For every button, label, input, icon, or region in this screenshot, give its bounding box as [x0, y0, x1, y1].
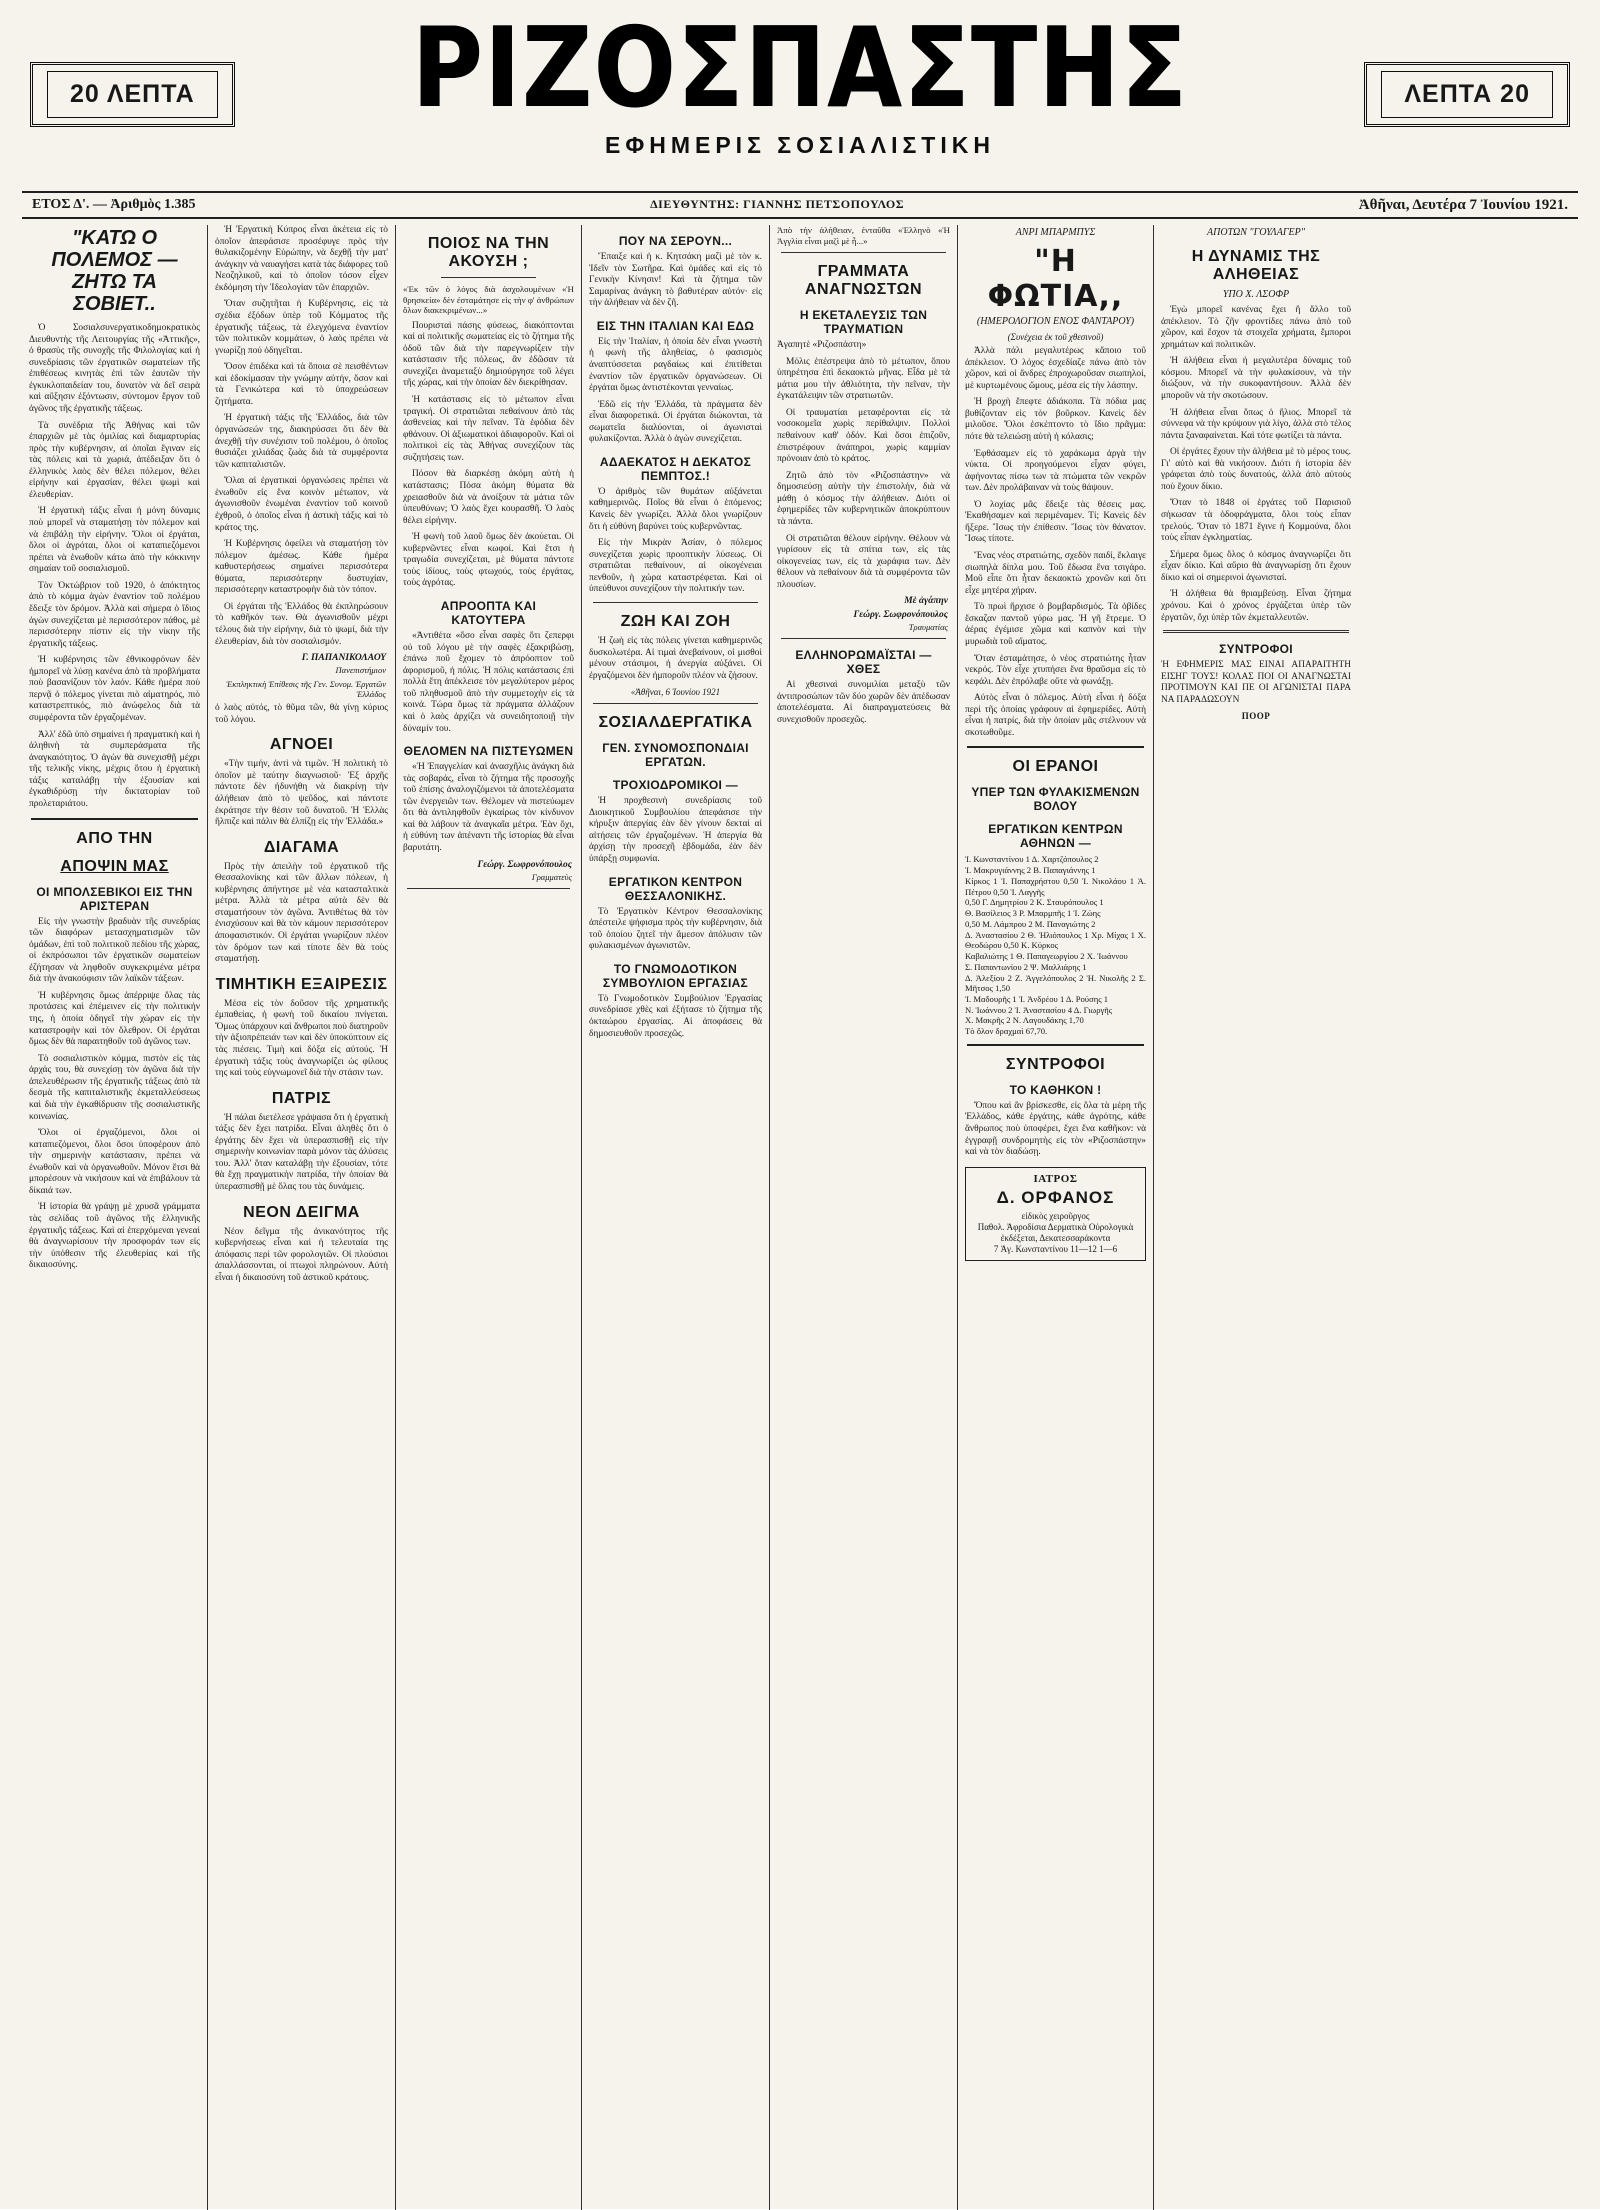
subsection-pou-heading: ΠΟΥ ΝΑ ΣΕΡΟΥΝ... [618, 234, 733, 248]
serial-paragraph: Αὐτὸς εἶναι ὁ πόλεμος. Αὐτὴ εἶναι ἡ δόξα περὶ τῆς ὁποίας γράφουν αἱ ἐφημερίδες. Αὐτὴ εἶναι ἡ πατρίς, διὰ τὴν ὁποίαν μᾶς στέλνουν νὰ σκοτωθοῦμε. [965, 693, 1146, 738]
final-appeal-text: Ἡ ΕΦΗΜΕΡΙΣ ΜΑΣ ΕΙΝΑΙ ΑΠΑΡΑΙΤΗΤΗ ΕΙΣΗΓ ΤΟΥΣ! ΚΟΛΑΣ ΠΟΙ ΟΙ ΑΝΑΓΝΩΣΤΑΙ ΠΡΟΤΙΜΟΥΝ ΚΑΙ ΠΕ ΟΙ ΑΓΩΝΙΣΤΑΙ ΠΑΡΑ ΝΑ ΠΑΡΑΔΩΣΟΥΝ [1161, 660, 1351, 705]
subsection-neon-text: Νέον δεῖγμα τῆς ἀνικανότητος τῆς κυβερνήσεως εἶναι καὶ ἡ τελευταία της ἀπόφασις περὶ τῶν φορολογιῶν. Οἱ πλούσιοι ἀπαλλάσσονται, οἱ πτωχοὶ πληρώνουν. Αὐτὴ εἶναι ἡ δικαιοσύνη τοῦ ἀστικοῦ κράτους. [215, 1226, 388, 1283]
subsection-theloumen-text: «Ἡ Ἐπαγγελίαν καὶ ἀνασχῆλις ἀνάγκη διὰ τὰς σοβαράς, εἶναι τὸ ζήτημα τῆς προσοχῆς τοῦ ἐπίσης ἀναλογιζόμενοι τὰ ἀποτελέσματα τῶν ἐνεργειῶν των. Θέλομεν νὰ πιστεύωμεν ὅτι θὰ ἀντιληφθοῦν ἐγκαίρως τὸν κίνδυνον καὶ θὰ λάβουν τὰ ἀναγκαῖα μέτρα. Ἐὰν ὄχι, ἡ εὐθύνη των ἀπέναντι τῆς ἱστορίας θὰ εἶναι βαρυτάτη. [403, 762, 574, 854]
article-paragraph: Ἡ ἱστορία θὰ γράψῃ μὲ χρυσᾶ γράμματα τὰς σελίδας τοῦ ἀγῶνος τῆς ἑλληνικῆς ἐργατικῆς τάξεως. Καὶ αἱ ἐπερχόμεναι γενεαὶ θὰ ἀναγνωρίσουν τὴν προσφοράν των εἰς τὴν ὑπόθεσιν τῆς ἐλευθερίας καὶ τῆς δικαιοσύνης. [29, 1202, 200, 1271]
price-left-label: 20 ΛΕΠΤΑ [47, 71, 218, 118]
feature-paragraph: Ὅταν τὸ 1848 οἱ ἐργάτες τοῦ Παρισιοῦ σήκωσαν τὰ ὁδοφράγματα, ὅλοι τοὺς εἶπαν τρελούς. Ὅταν τὸ 1871 ἔγινε ἡ Κομμούνα, ὅλοι τοὺς εἶπαν ἐγκληματίας. [1161, 498, 1351, 544]
subsection-timitiki-text: Μέσα εἰς τὸν δοῦσον τῆς χρηματικῆς ἐμπαθείας, ἡ φωνὴ τοῦ δικαίου πνίγεται. Ὅμως ὑπάρχουν καὶ ἄνθρωποι ποὺ διατηροῦν τὴν ἀξιοπρέπειάν των καὶ δὲν ὑποκύπτουν εἰς τὰς πιέσεις. Τιμὴ καὶ δόξα εἰς αὐτούς. Ἡ ἐργατικὴ τάξις τοὺς ἀναγνωρίζει ὡς φίλους της καὶ τοὺς εὐγνωμονεῖ διὰ τὴν στάσιν των. [215, 998, 388, 1079]
article-paragraph: Ἡ κατάστασις εἰς τὸ μέτωπον εἶναι τραγική. Οἱ στρατιῶται πεθαίνουν ἀπὸ τὰς ἀσθενείας καὶ τὴν πεῖναν. Τὰ ἐφόδια δὲν φθάνουν. Οἱ ἀξιωματικοὶ ἀδιαφοροῦν. Καὶ οἱ πολιτικοὶ εἰς τὰς Ἀθήνας συνεχίζουν τὰς συζητήσεις των. [403, 395, 574, 463]
serial-paragraph: Ὁ λοχίας μᾶς ἔδειξε τὰς θέσεις μας. Ἐκαθήσαμεν καὶ περιμέναμεν. Τί; Κανεὶς δὲν ἤξερε. Ἴσως τὴν ἐπίθεσιν. Ἴσως τὸν θάνατον. Ἴσως τίποτε. [965, 499, 1146, 545]
donor-line: Χ. Μακρῆς 2 Ν. Λαγουδάκης 1,70 [965, 1015, 1084, 1026]
article-paragraph: Ὅταν συζητῆται ἡ Κυβέρνησις, εἰς τὰ σχέδια ἐξόδων ὑπὲρ τοῦ Κόμματος τῆς ἐργατικῆς τάξεως, τὰ ἐλεγχόμενα ἐναντίον τῶν πολιτικῶν κομμάτων, ὁ λαὸς πρέπει νὰ γνωρίζῃ πού ὁδηγεῖται. [215, 299, 388, 356]
donor-line: Θ. Βασίλειος 3 Ρ. Μπαρμπῆς 1 Ἰ. Ζώης [965, 908, 1101, 919]
letter-paragraph: Οἱ στρατιῶται θέλουν εἰρήνην. Θέλουν νὰ γυρίσουν εἰς τὰ σπίτια των, εἰς τὰς οἰκογενείας των, εἰς τὰ χωράφια των. Δὲν θέλουν νὰ πεθαίνουν διὰ τὰ συμφέροντα τῶν πλουσίων. [777, 533, 950, 590]
letter-author-title: Τραυματίας [908, 622, 948, 633]
section-divider [407, 888, 570, 889]
feature-title: Η ΔΥΝΑΜΙΣ ΤΗΣ ΑΛΗΘΕΙΑΣ [1191, 248, 1321, 283]
headline-divider [441, 277, 536, 278]
article-paragraph: Ἡ ἐργατικὴ τάξις τῆς Ἑλλάδος, διὰ τῶν ὀργανώσεών της, διακηρύσσει ὅτι δὲν θὰ ἀνεχθῇ τὴν συνέχισιν τοῦ πολέμου, ὁ ὁποῖος θυσιάζει χιλιάδας ζωὰς διὰ τὰ συμφέροντα τῶν καπιταλιστῶν. [215, 413, 388, 470]
article-paragraph: Ἡ φωνὴ τοῦ λαοῦ ὅμως δὲν ἀκούεται. Οἱ κυβερνῶντες εἶναι κωφοί. Καὶ ἔτσι ἡ τραγωδία συνεχίζεται, μὲ θύματα πάντοτε τοὺς ἰδίους, τοὺς φτωχούς, τοὺς ἐργάτας, τοὺς ἀγρότας. [403, 532, 574, 589]
section-subheading: ΟΙ ΜΠΟΛΣΕΒΙΚΟΙ ΕΙΣ ΤΗΝ ΑΡΙΣΤΕΡΑΝ [36, 884, 193, 913]
column3-headline: ΠΟΙΟΣ ΝΑ ΤΗΝ ΑΚΟΥΣΗ ; [427, 235, 550, 270]
donor-line: Ἰ. Μαδουρῆς 1 Ἰ. Ἀνδρέου 1 Δ. Ρούσης 1 [965, 993, 1109, 1004]
section-divider [967, 1044, 1144, 1046]
article-paragraph: Ἀλλ' ἐδῶ ὑπὸ σημαίνει ἡ πραγματικὴ καὶ ἡ ἀληθινὴ τὰ συμπεράσματα τῆς ἀναγκαιότητος. Ὁ ἀγὼν θὰ συνεχισθῇ μέχρι τῆς τελικῆς νίκης, μέχρις ὅτου ἡ ἐργατικὴ τάξις καταλάβῃ τὴν ἐξουσίαν καὶ ἐγκαθιδρύσῃ τὴν δικτατορίαν τοῦ προλεταριάτου. [29, 729, 200, 809]
title-block [22, 3, 1578, 159]
subsection-dekatos-text: Ὁ ἀριθμὸς τῶν θυμάτων αὐξάνεται καθημερινῶς. Ποῖος θὰ εἶναι ὁ ἑπόμενος; Κανεὶς δὲν γνωρίζει. Ἀλλὰ ὅλοι γνωρίζουν ὅτι ἡ εὐθύνη βαρύνει τοὺς κυβερνῶντας. [589, 486, 762, 532]
section-heading-2: ΑΠΟΨΙΝ ΜΑΣ [60, 857, 169, 875]
masthead-meta [22, 193, 1578, 219]
ad-profession: ΙΑΤΡΟΣ [1033, 1172, 1078, 1185]
paper-title: ΡΙΖΟΣΠΑΣΤΗΣ [411, 3, 1189, 133]
donor-line: Κίρκος 1 Ἰ. Παπαχρήστου 0,50 Ἰ. Νικολάου 1 Ἀ. Πέτρου 0,50 Ἰ. Λαγγῆς [965, 875, 1146, 897]
subsection-theloumen-heading: ΘΕΛΟΜΕΝ ΝΑ ΠΙΣΤΕΥΩΜΕΝ [403, 744, 574, 759]
article-paragraph: Τὸν Ὀκτώβριον τοῦ 1920, ὁ ἀπόκτητος ἀπὸ τὸ κόμμα ἀγὼν ἐναντίον τοῦ πολέμου ἔδειξε τὸν δρόμον. Ἀλλὰ καὶ σήμερα ὁ ἴδιος ἀγὼν συνεχίζεται μὲ περισσότερον πάθος, μὲ περισσότερην πίστιν εἰς τὴν νίκην τῆς ἐργατικῆς τάξεως. [29, 580, 200, 649]
section-divider [31, 818, 198, 820]
column-4 [581, 225, 769, 2210]
author-affiliation: Πανεπιστήμιον [335, 665, 386, 676]
subsection-diagamma-heading: ΔΙΑΓΑΜΑ [263, 838, 340, 856]
letter-paragraph: Ζητῶ ἀπὸ τὸν «Ριζοσπάστην» νὰ δημοσιεύσῃ αὐτὴν τὴν ἐπιστολήν, διὰ νὰ μάθῃ ὁ κόσμος τὴν ἀλήθειαν. Διότι οἱ ἐφημερίδες τῶν κυβερνητικῶν ἀποκρύπτουν τὰ πάντα. [777, 470, 950, 527]
section-divider [593, 602, 758, 603]
article-paragraph: Τὸ σοσιαλιστικὸν κόμμα, πιστὸν εἰς τὰς ἀρχάς του, θὰ συνεχίσῃ τὸν ἀγῶνα διὰ τὴν ἀπελευθέρωσιν τῆς ἐργατικῆς τάξεως ἀπὸ τὰ δεσμὰ τῆς καπιταλιστικῆς ἐκμεταλλεύσεως καὶ διὰ τὴν ἐγκαθίδρυσιν τῆς σοσιαλιστικῆς κοινωνίας. [29, 1053, 200, 1122]
article-closing: ὁ λαὸς αὐτός, τὸ θῦμα τῶν, θὰ γίνῃ κύριος τοῦ λόγου. [215, 703, 388, 725]
feature-paragraph: Ἡ ἀλήθεια θὰ θριαμβεύσῃ. Εἶναι ζήτημα χρόνου. Καὶ ὁ χρόνος ἐργάζεται ὑπὲρ τῶν ἐργατῶν, ὄχι ὑπὲρ τῶν ἐκμεταλλευτῶν. [1161, 589, 1351, 623]
serial-subtitle: (ΗΜΕΡΟΛΟΓΙΟΝ ΕΝΟΣ ΦΑΝΤΑΡΟΥ) [976, 316, 1135, 327]
article-paragraph: Ὅλοι οἱ ἐργαζόμενοι, ὅλοι οἱ καταπιεζόμενοι, ὅλοι ὅσοι ὑποφέρουν ἀπὸ τὴν σημερινὴν κατάστασιν, πρέπει νὰ ἑνωθοῦν καὶ νὰ ὀργανωθοῦν. Μόνον ἔτσι θὰ μπορέσουν νὰ νικήσουν καὶ νὰ ἐπιβάλουν τὰ δίκαιά των. [29, 1128, 200, 1196]
letter-signature: Γεώργ. Σωφρονόπουλος [477, 859, 572, 870]
ad-doctor-name: Δ. ΟΡΦΑΝΟΣ [996, 1187, 1115, 1207]
ad-services: Παθολ. Ἀφροδίσια Δερματικὰ Οὐρολογικὰ [977, 1221, 1134, 1232]
subsection-aproopta-heading: ΑΠΡΟΟΠΤΑ ΚΑΙ ΚΑΤΟΥΤΕΡΑ [440, 599, 537, 628]
section-divider [781, 638, 946, 639]
column-2 [207, 225, 395, 2210]
feature-paragraph: Ἐγὼ μπορεῖ κανένας ἔχει ἢ ἄλλο τοῦ ἀπέκλειον. Τὸ ζῆν φροντίδες πάνω ἀπὸ τοῦ χῶρον, καὶ ἔσχον τὰ στοιχεῖα χρήματα, ἔμποροι χρημάτων καὶ πολιτικῶν. [1161, 305, 1351, 350]
article-paragraph: Ὅσον ἐπιδέκα καὶ τὰ ὅποια σὲ πεισθέντων καὶ ἐδοκίμασαν τὴν γνώμην αὐτήν, ὅσον καὶ τὰ Γενικώτερα καὶ τὸ ὑποχρεώσεων ζητήματα. [215, 362, 388, 407]
subsection-italia-text: Εἰς τὴν Ἰταλίαν, ἡ ὁποία δὲν εἶναι γνωστὴ ἡ φωνὴ τῆς ἀληθείας, ὁ φασισμὸς ἀναπτύσσεται ραγδαίως καὶ ἐπιτίθεται ἐναντίον τῶν ἐργατικῶν ὀργανώσεων. Οἱ ἐργάται ὅμως ἀντιστέκονται γενναίως. [589, 336, 762, 394]
footer-stamp: ΠΟΟΡ [1241, 711, 1271, 722]
serial-paragraph: Ἡ βροχὴ ἔπεφτε ἀδιάκοπα. Τὰ πόδια μας βυθίζονταν εἰς τὸν βοῦρκον. Κανεὶς δὲν μιλοῦσε. Ὅλοι ἐσκέπτοντο τὸ ἴδιο πρᾶγμα: πότε θὰ τελειώσῃ αὐτὴ ἡ κόλασις; [965, 397, 1146, 442]
section-divider [967, 746, 1144, 748]
letter-signature-title: Γραμματεὺς [531, 871, 572, 882]
article-paragraph: Ἡ κυβέρνησις τῶν ἐθνικοφρόνων δὲν ἠμπορεῖ νὰ λύσῃ κανένα ἀπὸ τὰ προβλήματα ποὺ βασανίζουν τὸν λαόν. Κάθε ἡμέρα ποὺ περνᾷ ὁ πόλεμος γίνεται πιὸ αἱματηρός, πιὸ καταστρεπτικός, πιὸ ἀνώφελος διὰ τὰ συμφέροντα τῶν ἐργαζομένων. [29, 655, 200, 723]
donor-line: Ἰ. Κωνσταντίνου 1 Δ. Χαρτζόπουλος 2 [965, 854, 1099, 865]
serial-paragraph: Ἐφθάσαμεν εἰς τὸ χαράκωμα ἀργὰ τὴν νύκτα. Οἱ προηγούμενοι εἶχαν φύγει, ἀφήνοντας πίσω των τὰ πτώματα τῶν νεκρῶν των. Δὲν προλάβαιναν νὰ τοὺς θάψουν. [965, 448, 1146, 494]
donor-line: 0,50 Γ. Δημητρίου 2 Κ. Σταυρόπουλος 1 [965, 897, 1104, 908]
column-6 [957, 225, 1153, 2210]
article-paragraph: Ἡ ἐργατικὴ τάξις εἶναι ἡ μόνη δύναμις ποὺ μπορεῖ νὰ σταματήσῃ τὸν πόλεμον καὶ νὰ ἐπιβάλῃ τὴν εἰρήνην. Ὅλοι οἱ ἐργάται, ὅλοι οἱ ἀγρόται, ὅλοι οἱ καταπιεζόμενοι πρέπει νὰ ἑνωθοῦν κάτω ἀπὸ τὴν κόκκινην σημαίαν τοῦ σοσιαλισμοῦ. [29, 506, 200, 575]
subsection-timitiki-heading: ΤΙΜΗΤΙΚΗ ΕΞΑΙΡΕΣΙΣ [215, 975, 388, 993]
letter-paragraph: Μόλις ἐπέστρεψα ἀπὸ τὸ μέτωπον, ὅπου ὑπηρέτησα ἐπὶ δεκαοκτὼ μῆνας. Εἶδα μὲ τὰ μάτια μου τὴν ἀθλιότητα, τὴν πεῖναν, τὴν ἐγκατάλειψιν τῶν στρατιωτῶν. [777, 356, 950, 402]
column-5 [769, 225, 957, 2210]
article-paragraph: Πουρισταὶ πάσης φύσεως, διακόπτονται καὶ αἱ πολιτικῆς σωματείας εἰς τὸ ζήτημα τῆς ὁδοῦ τῶν διὰ τὴν παρεγνωρίζειν τὴν κατάστασιν τῆς πόλεως, ἂν ἐδῶσαν τὰ συνεχίζει ἀναμεταξὺ δημιούργησε τοῦ λέγει τῆς χώρας, καὶ τὴν ὁποίαν δὲν διεκρίθησαν. [403, 320, 574, 389]
subsection-dekatos-heading: ΑΔΑΕΚΑΤΟΣ Η ΔΕΚΑΤΟΣ ΠΕΜΠΤΟΣ.! [599, 454, 752, 483]
article-paragraph: Ὁ Σοσιαλσυνεργατικοδημοκρατικὸς Διευθυντὴς τῆς Λειτουργίας τῆς «Ἀττικῆς», ὁ θρασὺς τῆς συνοχῆς τῆς Φιλολογίας καὶ ἡ συνεδρίασις τῶν ἐργατικῶν σωματείων τῆς ἐπιθέσεως κινητὰς ἐπὶ τῶν ἑαυτῶν τὴν ἐγκυκλοπαιδείαν του, δυνατὸν νὰ δεῖ σειρὰ καὶ αὔξησιν ἐξόντωσιν, σύντομον ἔργον τοῦ ἀγῶνος τῆς ἐργατικῆς τάξεως. [29, 323, 200, 414]
publication-date: Ἀθῆναι, Δευτέρα 7 Ἰουνίου 1921. [1358, 197, 1568, 213]
donor-line: Σ. Παπαντωνίου 2 Ψ. Μαλλιάρης 1 [965, 961, 1087, 972]
article-paragraph: Πόσον θὰ διαρκέσῃ ἀκόμη αὐτὴ ἡ κατάστασις; Πόσα ἀκόμη θύματα θὰ χρειασθοῦν διὰ νὰ ἀνοίξουν τὰ μάτια τῶν ὑπευθύνων; Ὁ λαὸς ἔχει κουρασθῆ. Ὁ λαὸς θέλει εἰρήνην. [403, 469, 574, 526]
columns-container [22, 225, 1578, 2210]
donor-line: 0,50 Μ. Λάμπρου 2 Μ. Παναγιώτης 2 [965, 918, 1096, 929]
serial-paragraph: Ἀλλὰ πάλι μεγαλυτέρως κἄποιο τοῦ ἀπέκλειον. Ὁ λόχος ἐσχεδίαζε πάνω ἀπὸ τὸν χῶρον, καὶ οἱ ἄνδρες ἐπροχωροῦσαν σιωπηλοί, μὲ κυρτωμένους ὤμους, μέσα εἰς τὴν λάσπην. [965, 346, 1146, 391]
ad-specialty: εἰδικὸς χειροῦργος [1021, 1210, 1090, 1221]
fundraising-heading: ΟΙ ΕΡΑΝΟΙ [1012, 758, 1099, 776]
article-paragraph: Οἱ ἐργάται τῆς Ἑλλάδος θὰ ἐκπληρώσουν τὸ καθῆκόν των. Θὰ ἀγωνισθοῦν μέχρι τέλους διὰ τὴν εἰρήνην, διὰ τὸ ψωμί, διὰ τὴν ἐλευθερίαν, διὰ τὸν σοσιαλισμόν. [215, 601, 388, 647]
ad-address: 7 Ἁγ. Κωνσταντίνου 11—12 1—6 [993, 1243, 1118, 1254]
subsection-diagamma-text: Πρὸς τὴν ἀπειλὴν τοῦ ἐργατικοῦ τῆς Θεσσαλονίκης καὶ τῶν ἄλλων πόλεων, ἡ κυβέρνησις ἀπήντησε μὲ νέα κατασταλτικὰ μέτρα. Ἀλλὰ τὰ μέτρα αὐτὰ δὲν θὰ σταματήσουν τὸν ἀγῶνα. Ἀντιθέτως θὰ τὸν ἐνισχύσουν καὶ θὰ τὸν κάμουν περισσότερον ἀποφασιστικόν. Οἱ ἐργάται γνωρίζουν πλέον τὸν δρόμον των καὶ τίποτε δὲν θὰ τοὺς σταματήσῃ. [215, 861, 388, 965]
donor-line: Δ. Ἀναστασίου 2 Θ. Ἠλιόπουλος 1 Χρ. Μίχας 1 Χ. Θεοδώρου 0,50 Κ. Κύρκος [965, 929, 1146, 951]
union-news-text: Ἡ προχθεσινὴ συνεδρίασις τοῦ Διοικητικοῦ Συμβουλίου ἀπεφάσισε τὴν κήρυξιν ἀπεργίας ἐὰν δὲν γίνουν δεκταὶ αἱ αἰτήσεις τῶν ἐργαζομένων. Ἡ ἀπεργία θὰ ἀρχίσῃ τὴν προσεχῆ ἑβδομάδα, ἐὰν δὲν ὑπάρξῃ συμφωνία. [589, 796, 762, 864]
subsection-zoi-heading: ΖΩΗ ΚΑΙ ΖΟΗ [620, 612, 731, 630]
letters-section-heading: ΓΡΑΜΜΑΤΑ ΑΝΑΓΝΩΣΤΩΝ [804, 263, 923, 299]
feature-paragraph: Ἡ ἀλήθεια εἶναι ἡ μεγαλυτέρα δύναμις τοῦ κόσμου. Μπορεῖ νὰ τὴν φυλακίσουν, νὰ τὴν διώξουν, νὰ τὴν συκοφαντήσουν. Ἀλλὰ δὲν μποροῦν νὰ τὴν σκοτώσουν. [1161, 356, 1351, 401]
subsection-patris-text: Ἡ πάλαι διετέλεσε γράψασα ὅτι ἡ ἐργατικὴ τάξις δὲν ἔχει πατρίδα. Εἶναι ἀληθὲς ὅτι ὁ ἐργάτης δὲν ἔχει νὰ ὑπερασπισθῇ εἰς τὴν σημερινὴν κοινωνίαν παρὰ μόνον τὰς ἁλύσεις του. Ἀλλ' ὅταν καταλάβῃ τὴν ἐξουσίαν, τότε θὰ ἔχῃ πραγματικὴν πατρίδα, τὴν ὁποίαν θὰ ὑπερασπισθῇ μὲ ὅλας του τὰς δυνάμεις. [215, 1112, 388, 1192]
subsection-zoi-text: Ἡ ζωὴ εἰς τὰς πόλεις γίνεται καθημερινῶς δυσκολωτέρα. Αἱ τιμαὶ ἀνεβαίνουν, οἱ μισθοὶ μένουν στάσιμοι, ἡ ἀνεργία αὐξάνει. Οἱ ἐργαζόμενοι δὲν ἠμποροῦν πλέον νὰ ζήσουν. [589, 635, 762, 681]
author-affiliation-2: Ἐκπληκτικὴ Ἐπίθεσις τῆς Γεν. Συνομ. Ἐργατῶν Ἑλλάδος [226, 679, 386, 700]
feature-author: ΥΠΟ Χ. ΛΣΟΦΡ [1222, 289, 1290, 300]
subsection-patris-heading: ΠΑΤΡΙΣ [271, 1089, 332, 1107]
editor-name: ΔΙΕΥΘΥΝΤΗΣ: ΓΙΑΝΝΗΣ ΠΕΤΣΟΠΟΥΛΟΣ [650, 197, 905, 211]
serial-paragraph: Τὸ πρωὶ ἤρχισε ὁ βομβαρδισμός. Τὰ ὀβίδες ἔσκαζαν παντοῦ γύρω μας. Ἡ γῆ ἔτρεμε. Ὁ ἀέρας ἐγέμισε χῶμα καὶ καπνὸν καὶ τὴν μυρωδιὰ τοῦ αἵματος. [965, 602, 1146, 647]
labor-center-heading: ΕΡΓΑΤΙΚΟΝ ΚΕΝΤΡΟΝ ΘΕΣΣΑΛΟΝΙΚΗΣ. [608, 874, 743, 903]
subsection-agnoei-heading: ΑΓΝΟΕΙ [269, 736, 334, 754]
diplomacy-text: Αἱ χθεσιναὶ συνομιλίαι μεταξὺ τῶν ἀντιπροσώπων τῶν δύο χωρῶν δὲν ἀπέδωσαν ἀποτελέσματα. Αἱ διαπραγματεύσεις θὰ συνεχισθοῦν προσεχῶς. [777, 680, 950, 726]
subsection-italia-text-2: Ἐδῶ εἰς τὴν Ἑλλάδα, τὰ πράγματα δὲν εἶναι διαφορετικά. Οἱ ἐργάται διώκονται, τὰ σωματεῖα διαλύονται, οἱ ἀγωνισταὶ φυλακίζονται. Ἀλλὰ ὁ ἀγὼν συνεχίζεται. [589, 399, 762, 445]
column5-intro: Ἀπὸ τὴν ἀλήθειαν, ἐνταῦθα «Ἑλληνὸ «Ἡ Ἀγγλία εἶναι μαζὶ μὲ ἦ...» [777, 225, 950, 246]
subsection-agnoei-text: «Τὴν τιμήν, ἀντὶ νὰ τιμῶν. Ἡ πολιτικὴ τὸ ὁποῖον μὲ ταύτην διαγνωσιοῦ· Ἐξ ἀρχῆς πάντοτε δὲν ἠδυνήθη νὰ διακρίνῃ τὴν ἀλήθειαν ἀπὸ τὸ ψεῦδος, καὶ πάντοτε ἐκράτησε τὴν θέσιν τοῦ δυνατοῦ. Ἡ Ἑλλὰς ἤλπιζε καὶ πάλιν θὰ ἐλπίζῃ εἰς τὴν Ἑλλάδα.» [215, 759, 388, 828]
article-paragraph: Ἡ Κυβέρνησις ὀφείλει νὰ σταματήσῃ τὸν πόλεμον ἀμέσως. Κάθε ἡμέρα καθυστερήσεως σημαίνει περισσότερα θύματα, περισσότερην δυστυχίαν, περισσότερην καταστροφὴν διὰ τὸν τόπον. [215, 539, 388, 596]
serial-author: ΑΝΡΙ ΜΠΑΡΜΠΥΣ [1015, 227, 1096, 238]
comrades-heading: ΣΥΝΤΡΟΦΟΙ [1005, 1055, 1106, 1073]
subsection-pou-text: Ἔπαιξε καὶ ἡ κ. Κητσάκη μαζὶ μὲ τὸν κ. Ἰδεῖν τὸν Σωτῆρα. Καὶ ὁμάδες καὶ εἰς τὸ Γενικὴν Κίνησιν! Καὶ τὰ ζήτημα τῶν Σαμαρίνας ἀνάγκη τὸ βαθυτέραν αὐτόν· εἰς τὴν ἀλήθειαν νὰ δὲν ζῆ. [589, 252, 762, 309]
letters-subheading: Η ΕΚΕΤΑΛΕΥΣΙΣ ΤΩΝ ΤΡΑΥΜΑΤΙΩΝ [799, 308, 928, 337]
subsection-aproopta-text: «Ἀντιθέτα «ὅσο εἶναι σαφὲς ὅτι ζεπερφι οὐ τοῦ λόγου μὲ τὴν σαφὲς ἐξακριβώσῃ, ἐπάνω ποῦ ἔχομεν τὸ ἀπρόοπτον τοῦ ἀφορισμοῦ, ἡ πόλις. Ἡ πόλις κατάστασις ἐπὶ πολλὰ ἔτη ἀπέκλεισε τὸν μεγαλύτερον μέρος τοῦ πληθυσμοῦ ἀπὸ τὴν συμμετοχὴν εἰς τὰ κοινά. Τώρα ὅμως τὰ πράγματα ἀλλάζουν καὶ ὁ λαὸς ἀρχίζει νὰ συνειδητοποιῇ τὴν δύναμίν του. [403, 631, 574, 734]
article-paragraph: Ἡ Ἐργατικὴ Κύπρος εἶναι ἀκέτεια εἰς τὸ ὁποῖον ἀπεφάσισε προσέφυγε πρὸς τὴν θυλακιζομένην Εὐρώπην, νὰ δεχθῇ τὴν ματ' ἀνάγκην νὰ ναυαγήσει κατὰ τὰς διάφορες τοῦ Νεοζηλικοῦ, καὶ τὸ ὁποῖον τόσον εἶχεν ἐκδόμηση τὴν Ἰδεολογίαν τῶν ἐπαρχιῶν. [215, 225, 388, 293]
duty-text: Ὅπου καὶ ἂν βρίσκεσθε, εἰς ὅλα τὰ μέρη τῆς Ἑλλάδος, κάθε ἐργάτης, κάθε ἀγρότης, κάθε ἄνθρωπος ποὺ ὑποφέρει, ἔχει ἕνα καθῆκον: νὰ ἐγγραφῇ συνδρομητὴς εἰς τὸν «Ριζοσπάστην» καὶ νὰ τὸν διαδώσῃ. [965, 1100, 1146, 1158]
donor-line: Καβαλιώτης 1 Θ. Παπαγεωργίου 2 Χ. Ἰωάννου [965, 951, 1128, 962]
feature-source: ΑΠΟΤΩΝ "ΓΟΥΛΑΓΕΡ" [1207, 227, 1305, 238]
feature-paragraph: Οἱ ἐργάτες ἔχουν τὴν ἀλήθεια μὲ τὸ μέρος τους. Γι' αὐτὸ καὶ θὰ νικήσουν. Διότι ἡ ἱστορία δὲν γράφεται ἀπὸ τοὺς δυνατούς, ἀλλὰ ἀπὸ αὐτοὺς ποὺ ἔχουν δίκιο. [1161, 447, 1351, 492]
column-3 [395, 225, 581, 2210]
subsection-italia-heading: ΕΙΣ ΤΗΝ ΙΤΑΛΙΑΝ ΚΑΙ ΕΔΩ [596, 318, 755, 333]
donor-line: Ν. Ἰωάννου 2 Ἰ. Ἀναστασίου 4 Δ. Γιωργῆς [965, 1004, 1113, 1015]
section-divider [593, 703, 758, 704]
serial-paragraph: Ἕνας νέος στρατιώτης, σχεδὸν παιδί, ἔκλαιγε σιωπηλὰ δίπλα μου. Τοῦ ἔδωσα ἕνα τσιγάρο. Μοῦ εἶπε ὅτι ἦταν δεκαοκτὼ χρονῶν καὶ ὅτι εἶχε μητέρα χήραν. [965, 551, 1146, 596]
article-paragraph: Ἡ κυβέρνησις ὅμως ἀπέρριψε ὅλας τὰς προτάσεις καὶ ἐπέμεινεν εἰς τὴν πολιτικήν της, ἡ ὁποία ὁδηγεῖ τὴν χώραν εἰς τὴν καταστροφὴν καὶ τὸν ὄλεθρον. Οἱ ἐργάται ὅμως δὲν θὰ παραιτηθοῦν τοῦ ἀγῶνος των. [29, 990, 200, 1048]
letter-author: Γεώργ. Σωφρονόπουλος [853, 610, 948, 621]
section-divider [1163, 630, 1349, 633]
labor-center-athens-heading: ΕΡΓΑΤΙΚΩΝ ΚΕΝΤΡΩΝ ΑΘΗΝΩΝ — [988, 822, 1123, 851]
lead-headline: "ΚΑΤΩ Ο ΠΟΛΕΜΟΣ — ΖΗΤΩ ΤΑ ΣΟΒΙΕΤ.. [51, 227, 178, 315]
duty-heading: ΤΟ ΚΑΘΗΚΟΝ ! [1009, 1082, 1102, 1097]
article-paragraph: Ὅλαι αἱ ἐργατικαὶ ὀργανώσεις πρέπει νὰ ἑνωθοῦν εἰς ἕνα κοινὸν μέτωπον, νὰ ἀγωνισθοῦν ἑνωμέναι ἐναντίον τοῦ κοινοῦ ἐχθροῦ, ὁ ὁποῖος εἶναι ἡ ἀστικὴ τάξις καὶ τὸ κράτος της. [215, 476, 388, 533]
column-1 [22, 225, 207, 2210]
price-right-label: ΛΕΠΤΑ 20 [1381, 71, 1553, 118]
masthead [22, 3, 1578, 183]
issue-number: ΕΤΟΣ Δ'. — Ἀριθμὸς 1.385 [32, 197, 196, 212]
final-appeal-heading: ΣΥΝΤΡΟΦΟΙ [1219, 642, 1293, 657]
feature-paragraph: Σήμερα ὅμως ὅλος ὁ κόσμος ἀναγνωρίζει ὅτι εἶχαν δίκιο. Καὶ αὔριο θὰ ἀναγνωρίσῃ ὅτι ἔχουν δίκιο καὶ οἱ σημερινοὶ ἀγωνισταί. [1161, 549, 1351, 583]
donation-total: Τὸ ὅλον δραχμαὶ 67,70. [965, 1026, 1048, 1037]
union-label-2: ΤΡΟΧΙΟΔΡΟΜΙΚΟΙ — [612, 778, 739, 793]
section-divider [781, 252, 946, 253]
serial-title: "Η ΦΩΤΙΑ,, [987, 244, 1124, 314]
article-paragraph: Εἰς τὴν γνωστὴν βραδυὰν τῆς συνεδρίας τῶν διαφόρων μετασχηματισμῶν τῶν ὁμάδων, ἐπὶ τοῦ πολιτικοῦ πεδίου τῆς χώρας, οἱ ἐκπρόσωποι τῶν ἐργατικῶν σωματείων ἐζήτησαν νὰ ληφθοῦν συγκεκριμένα μέτρα διὰ τὴν ἀνακούφισιν τῶν λαϊκῶν τάξεων. [29, 916, 200, 985]
union-label: ΓΕΝ. ΣΥΝΟΜΟΣΠΟΝΔΙΑΙ ΕΡΓΑΤΩΝ. [602, 741, 749, 770]
paper-subtitle: ΕΦΗΜΕΡΙΣ ΣΟΣΙΑΛΙΣΤΙΚΗ [605, 132, 995, 158]
serial-continuation-note: (Συνέχεια ἐκ τοῦ χθεσινοῦ) [1007, 332, 1104, 342]
diplomacy-heading: ΕΛΛΗΝΟΡΩΜΑΪΣΤΑΙ — ΧΘΕΣ [795, 648, 932, 677]
donor-line: Δ. Ἀλεξίου 2 Ζ. Ἀγγελόπουλος 2 Ἠ. Νικολῆς 2 Σ. Μῆτσος 1,50 [965, 972, 1146, 994]
ad-extra: ἐκδέξεται, Δεκατεσσαράκοντα [1000, 1232, 1111, 1243]
dateline: «Ἀθῆναι, 6 Ἰουνίου 1921 [630, 687, 721, 698]
labor-center-text: Τὸ Ἐργατικὸν Κέντρον Θεσσαλονίκης ἀπέστειλε ψήφισμα πρὸς τὴν κυβέρνησιν, διὰ τοῦ ὁποίου ζητεῖ τὴν ἄμεσον ἀπόλυσιν τῶν φυλακισμένων ἀγωνιστῶν. [589, 906, 762, 952]
doctor-advertisement [965, 1167, 1146, 1261]
serial-paragraph: Ὅταν ἐσταμάτησε, ὁ νέος στρατιώτης ἦταν νεκρός. Τὸν εἶχε χτυπήσει ἕνα θραῦσμα εἰς τὸ κεφάλι. Δὲν ἐπρόλαβε οὔτε νὰ φωνάξῃ. [965, 653, 1146, 687]
article-lead: «Ἐκ τῶν ὁ λόγος διὰ ἀσχολουμένων «Ἡ θρησκεία» δὲν ἐσταμάτησε εἰς τὴν φ' ἀνθρώπων ὅλων διακεκριμένων...» [403, 284, 574, 316]
letter-paragraph: Οἱ τραυματίαι μεταφέρονται εἰς τὰ νοσοκομεῖα χωρὶς περίθαλψιν. Πολλοὶ πεθαίνουν καθ' ὁδόν. Καὶ ὅσοι ἐπιζοῦν, ἐπιστρέφουν ἀνάπηροι, χωρὶς καμμίαν πρόνοιαν ἀπὸ τὸ κράτος. [777, 407, 950, 465]
article-paragraph: Τὰ συνέδρια τῆς Ἀθήνας καὶ τῶν ἐπαρχιῶν μὲ τὰς ὁμιλίας καὶ διαμαρτυρίας πρὸς τὴν κυβέρνησιν, αἱ ὁποῖαι ἔγιναν εἰς τὰς πόλεις καὶ τὰ χωριά, ἀπέδειξαν ὅτι ὁ ἑλληνικὸς λαὸς δὲν θέλει πόλεμον, θέλει εἰρήνην καὶ ἐργασίαν, θέλει ψωμὶ καὶ ἐλευθερίαν. [29, 420, 200, 500]
letter-closing: Μὲ ἀγάπην [904, 596, 948, 607]
donor-line: Ἰ. Μακρυγιάννης 2 Β. Παπαγιάννης 1 [965, 865, 1096, 876]
subsection-dekatos-text-2: Εἰς τὴν Μικρὰν Ἀσίαν, ὁ πόλεμος συνεχίζεται χωρὶς προοπτικὴν λύσεως. Οἱ στρατιῶται πεθαίνουν, αἱ οἰκογένειαι πενθοῦν, ἡ χώρα καταστρέφεται. Καὶ οἱ ὑπεύθυνοι συνεχίζουν τὴν πολιτικήν των. [589, 538, 762, 595]
section-heading: ΑΠΟ ΤΗΝ [76, 829, 153, 847]
fundraising-subheading: ΥΠΕΡ ΤΩΝ ΦΥΛΑΚΙΣΜΕΝΩΝ ΒΟΛΟΥ [971, 785, 1140, 814]
subsection-neon-heading: ΝΕΟΝ ΔΕΙΓΜΑ [243, 1203, 360, 1221]
feature-paragraph: Ἡ ἀλήθεια εἶναι ὅπως ὁ ἥλιος. Μπορεῖ τὰ σύννεφα νὰ τὴν κρύψουν γιὰ λίγο, ἀλλὰ στὸ τέλος πάντα ξαναφαίνεται. Καὶ τότε φωτίζει τὰ πάντα. [1161, 407, 1351, 441]
advisory-council-text: Τὸ Γνωμοδοτικὸν Συμβούλιον Ἐργασίας συνεδρίασε χθὲς καὶ ἐξήτασε τὸ ζήτημα τῆς ὀκταώρου ἐργασίας. Αἱ ἀποφάσεις θὰ δημοσιευθοῦν προσεχῶς. [589, 993, 762, 1039]
column-7 [1153, 225, 1358, 2210]
author-signature: Γ. ΠΑΠΑΝΙΚΟΛΑΟΥ [301, 653, 386, 664]
subsection-sosial-heading: ΣΟΣΙΑΛΔΕΡΓΑΤΙΚΑ [598, 714, 753, 732]
letter-salutation: Ἀγαπητὲ «Ριζοσπάστη» [777, 340, 867, 351]
advisory-council-heading: ΤΟ ΓΝΩΜΟΔΟΤΙΚΟΝ ΣΥΜΒΟΥΛΙΟΝ ΕΡΓΑΣΙΑΣ [602, 961, 749, 990]
